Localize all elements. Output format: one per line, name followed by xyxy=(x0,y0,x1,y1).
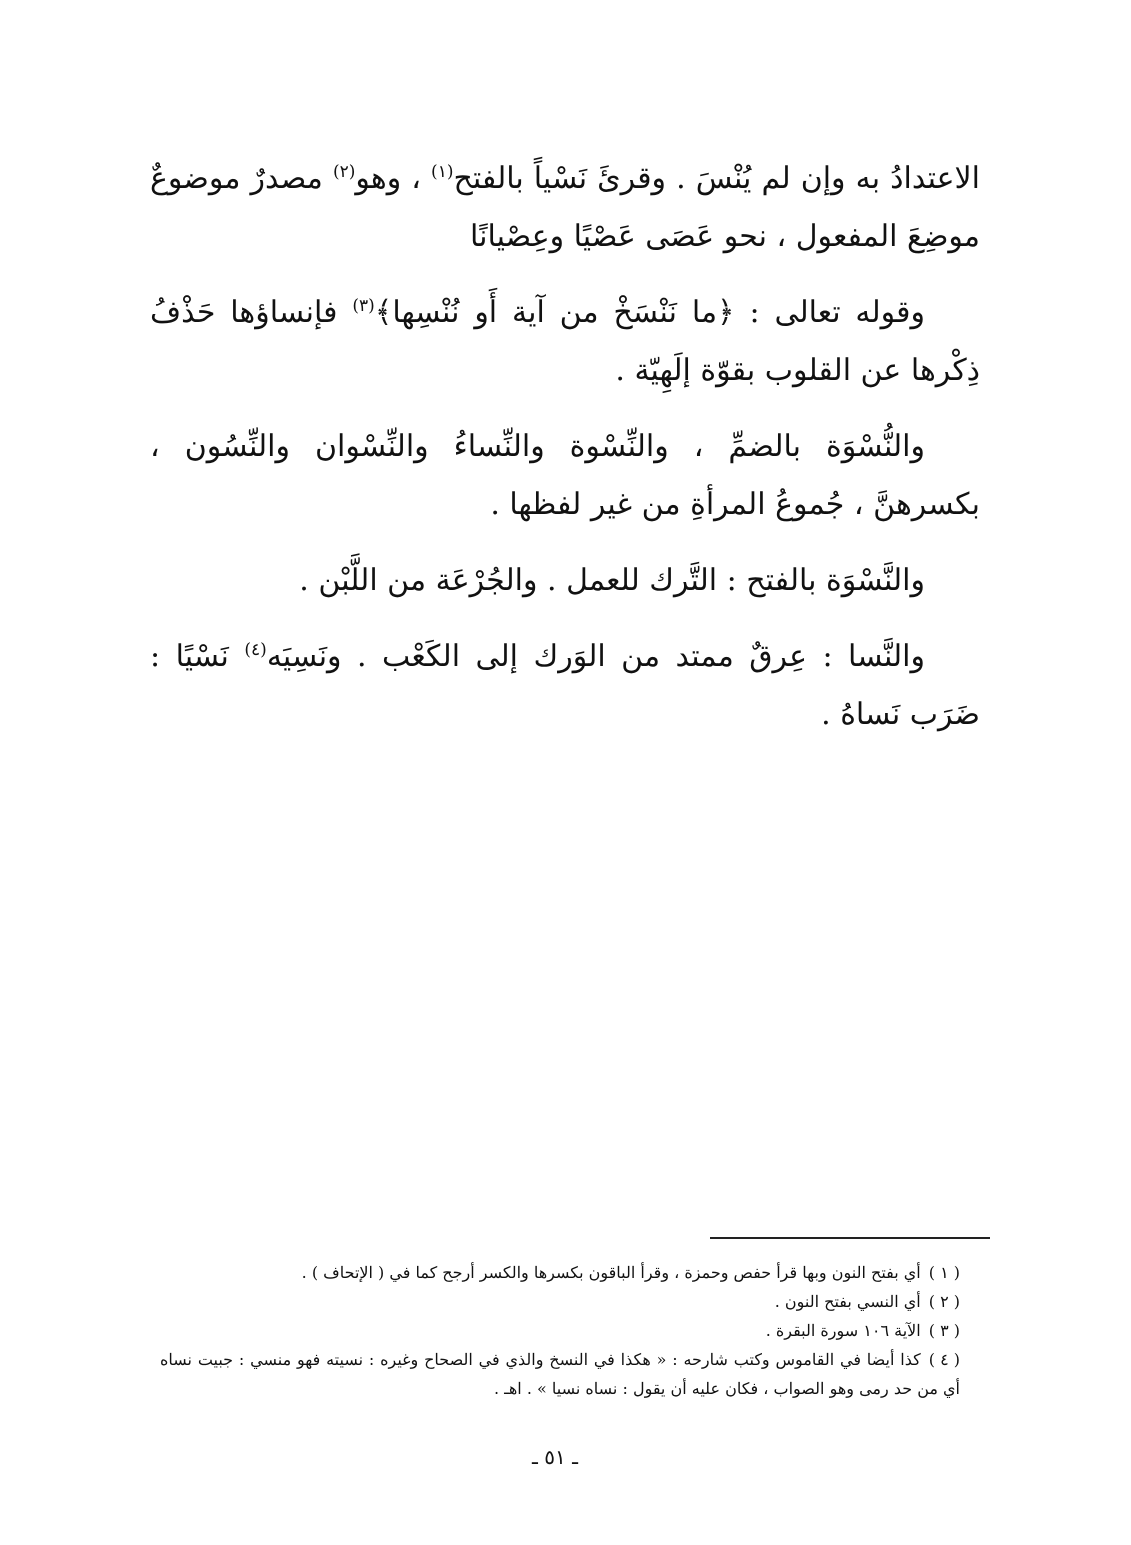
footnote xyxy=(160,1345,960,1403)
footnote-number: ( ٣ ) xyxy=(928,1321,960,1340)
paragraph-text: مصدرٌ موضوعٌ موضِعَ المفعول ، نحو عَصَى عَصْيًا وعِصْيانًا xyxy=(150,161,980,254)
footnote-reference: (٢) xyxy=(332,162,356,182)
footnote-number: ( ١ ) xyxy=(928,1263,960,1282)
paragraph xyxy=(150,284,980,400)
paragraph-text: ، وهو xyxy=(355,161,432,196)
paragraph xyxy=(150,150,980,266)
footnote-reference: (٤) xyxy=(244,640,267,660)
footnote-reference: (٣) xyxy=(352,296,375,316)
footnotes xyxy=(160,1258,960,1403)
paragraph-text: نَسْيًا : ضَرَب نَساهُ . xyxy=(150,639,980,732)
footnote-text: كذا أيضا في القاموس وكتب شارحه : « هكذا في النسخ والذي في الصحاح وغيره : نسيته فهو منسي : جبيت نساه أي من حد رمى وهو الصواب ، فكان عليه أن يقول : نساه نسيا » . اهـ . xyxy=(160,1350,960,1398)
footnote-text: أي بفتح النون وبها قرأ حفص وحمزة ، وقرأ الباقون بكسرها والكسر أرجح كما في ( الإتحاف ) . xyxy=(301,1263,921,1282)
footnote-text: أي النسي بفتح النون . xyxy=(774,1292,921,1311)
footnote xyxy=(160,1316,960,1345)
footnote-number: ( ٤ ) xyxy=(928,1350,960,1369)
footnote-separator xyxy=(710,1237,990,1239)
footnote xyxy=(160,1287,960,1316)
paragraph-text: فإنساؤها حَذْفُ ذِكْرها عن القلوب بقوّة إلَهِيّة . xyxy=(150,295,980,388)
paragraph xyxy=(150,552,980,610)
footnote-text: الآية ١٠٦ سورة البقرة . xyxy=(765,1321,921,1340)
paragraph xyxy=(150,418,980,534)
paragraph-text: وقوله تعالى : ﴿ما نَنْسَخْ من آية أَو نُنْسِها﴾ xyxy=(374,295,925,330)
page-number: ـ ٥١ ـ xyxy=(532,1445,578,1469)
footnote xyxy=(160,1258,960,1287)
paragraph-text: الاعتدادُ به وإن لم يُنْسَ . وقرئَ نَسْياً بالفتح xyxy=(453,161,980,196)
paragraph-text: والنُّسْوَة بالضمِّ ، والنِّسْوة والنِّساءُ والنِّسْوان والنِّسُون ، بكسرهنَّ ، جُموعُ المرأةِ من غير لفظها . xyxy=(150,429,980,522)
footnote-number: ( ٢ ) xyxy=(928,1292,960,1311)
paragraph-text: والنَّسا : عِرقٌ ممتد من الوَرك إلى الكَعْب . ونَسِيَه xyxy=(266,639,925,674)
paragraph xyxy=(150,628,980,744)
footnote-reference: (١) xyxy=(431,162,454,182)
main-text xyxy=(150,150,980,762)
paragraph-text: والنَّسْوَة بالفتح : التَّرك للعمل . والجُرْعَة من اللَّبْن . xyxy=(299,563,925,598)
